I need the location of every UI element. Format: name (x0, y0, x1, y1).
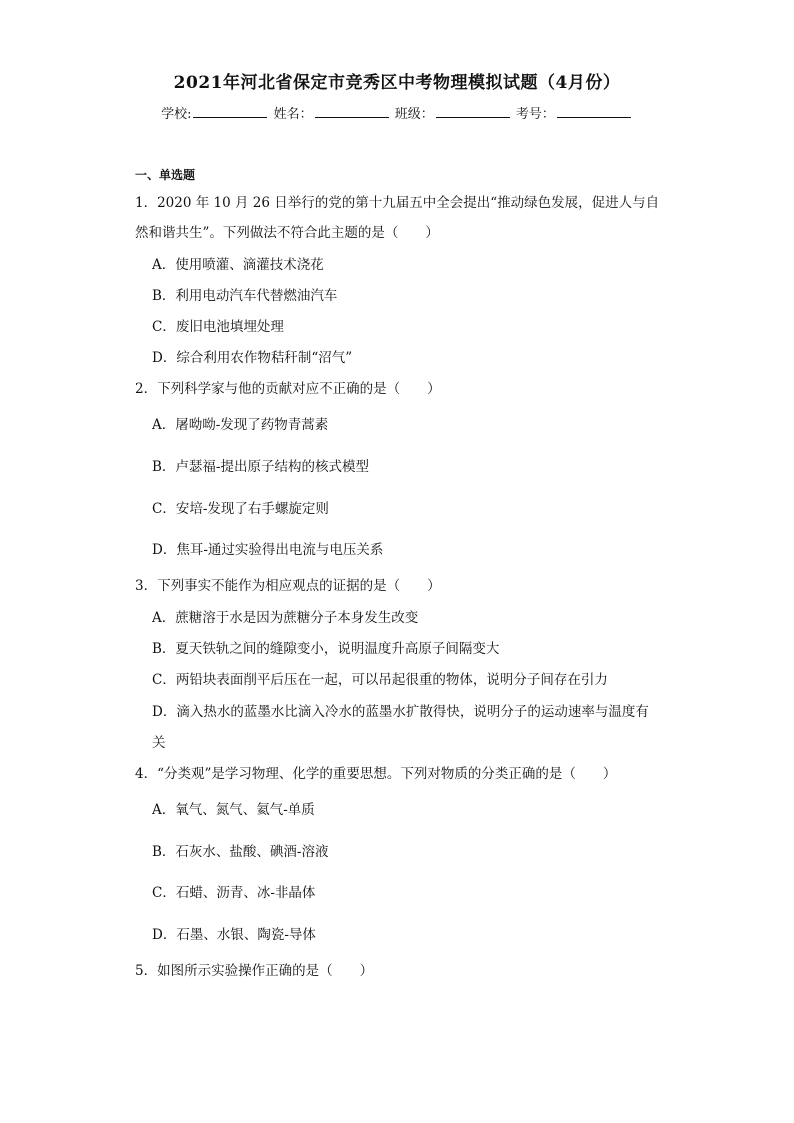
question-1-option-a: A．使用喷灌、滴灌技术浇花 (152, 257, 324, 273)
question-3-option-b: B．夏天铁轨之间的缝隙变小，说明温度升高原子间隔变大 (152, 641, 500, 657)
school-blank (193, 105, 267, 118)
question-5-line-1: 5．如图所示实验操作正确的是（ ） (135, 963, 374, 979)
question-3-option-c: C．两铅块表面削平后压在一起，可以吊起很重的物体，说明分子间存在引力 (152, 672, 608, 688)
section-title: 一、单选题 (135, 168, 196, 182)
class-blank (436, 105, 510, 118)
question-1-line-2: 然和谐共生”。下列做法不符合此主题的是（ ） (135, 225, 439, 241)
question-3-option-d: D．滴入热水的蓝墨水比滴入冷水的蓝墨水扩散得快，说明分子的运动速率与温度有 (152, 704, 649, 720)
student-info-line (0, 103, 794, 122)
question-3-line-1: 3．下列事实不能作为相应观点的证据的是（ ） (135, 578, 441, 594)
question-3-option-a: A．蔗糖溶于水是因为蔗糖分子本身发生改变 (152, 610, 419, 626)
question-4-option-a: A．氧气、氮气、氦气-单质 (152, 802, 315, 818)
question-1-line-1: 1．2020 年 10 月 26 日举行的党的第十九届五中全会提出“推动绿色发展，促进人与自 (135, 195, 660, 211)
question-1-option-d: D．综合利用农作物秸秆制“沼气” (152, 350, 353, 366)
question-4-option-c: C．石蜡、沥青、冰-非晶体 (152, 885, 316, 901)
class-label: 班级： (394, 107, 434, 122)
name-label: 姓名： (273, 107, 313, 122)
question-2-option-c: C．安培-发现了右手螺旋定则 (152, 501, 329, 517)
exam-no-label: 考号： (515, 107, 555, 122)
page-title: 2021年河北省保定市竞秀区中考物理模拟试题（4月份） (173, 73, 621, 93)
question-4-option-b: B．石灰水、盐酸、碘酒-溶液 (152, 844, 329, 860)
exam-no-blank (557, 105, 631, 118)
question-2-option-b: B．卢瑟福-提出原子结构的核式模型 (152, 459, 369, 475)
question-2-option-a: A．屠呦呦-发现了药物青蒿素 (152, 417, 329, 433)
question-4-line-1: 4．“分类观”是学习物理、化学的重要思想。下列对物质的分类正确的是（ ） (135, 766, 617, 782)
question-2-option-d: D．焦耳-通过实验得出电流与电压关系 (152, 542, 384, 558)
school-label: 学校: (161, 107, 192, 122)
name-blank (315, 105, 389, 118)
question-1-option-b: B．利用电动汽车代替燃油汽车 (152, 288, 338, 304)
question-4-option-d: D．石墨、水银、陶瓷-导体 (152, 927, 316, 943)
question-3-option-d-cont: 关 (152, 735, 166, 751)
question-2-line-1: 2．下列科学家与他的贡献对应不正确的是（ ） (135, 381, 441, 397)
question-1-option-c: C．废旧电池填埋处理 (152, 319, 284, 335)
